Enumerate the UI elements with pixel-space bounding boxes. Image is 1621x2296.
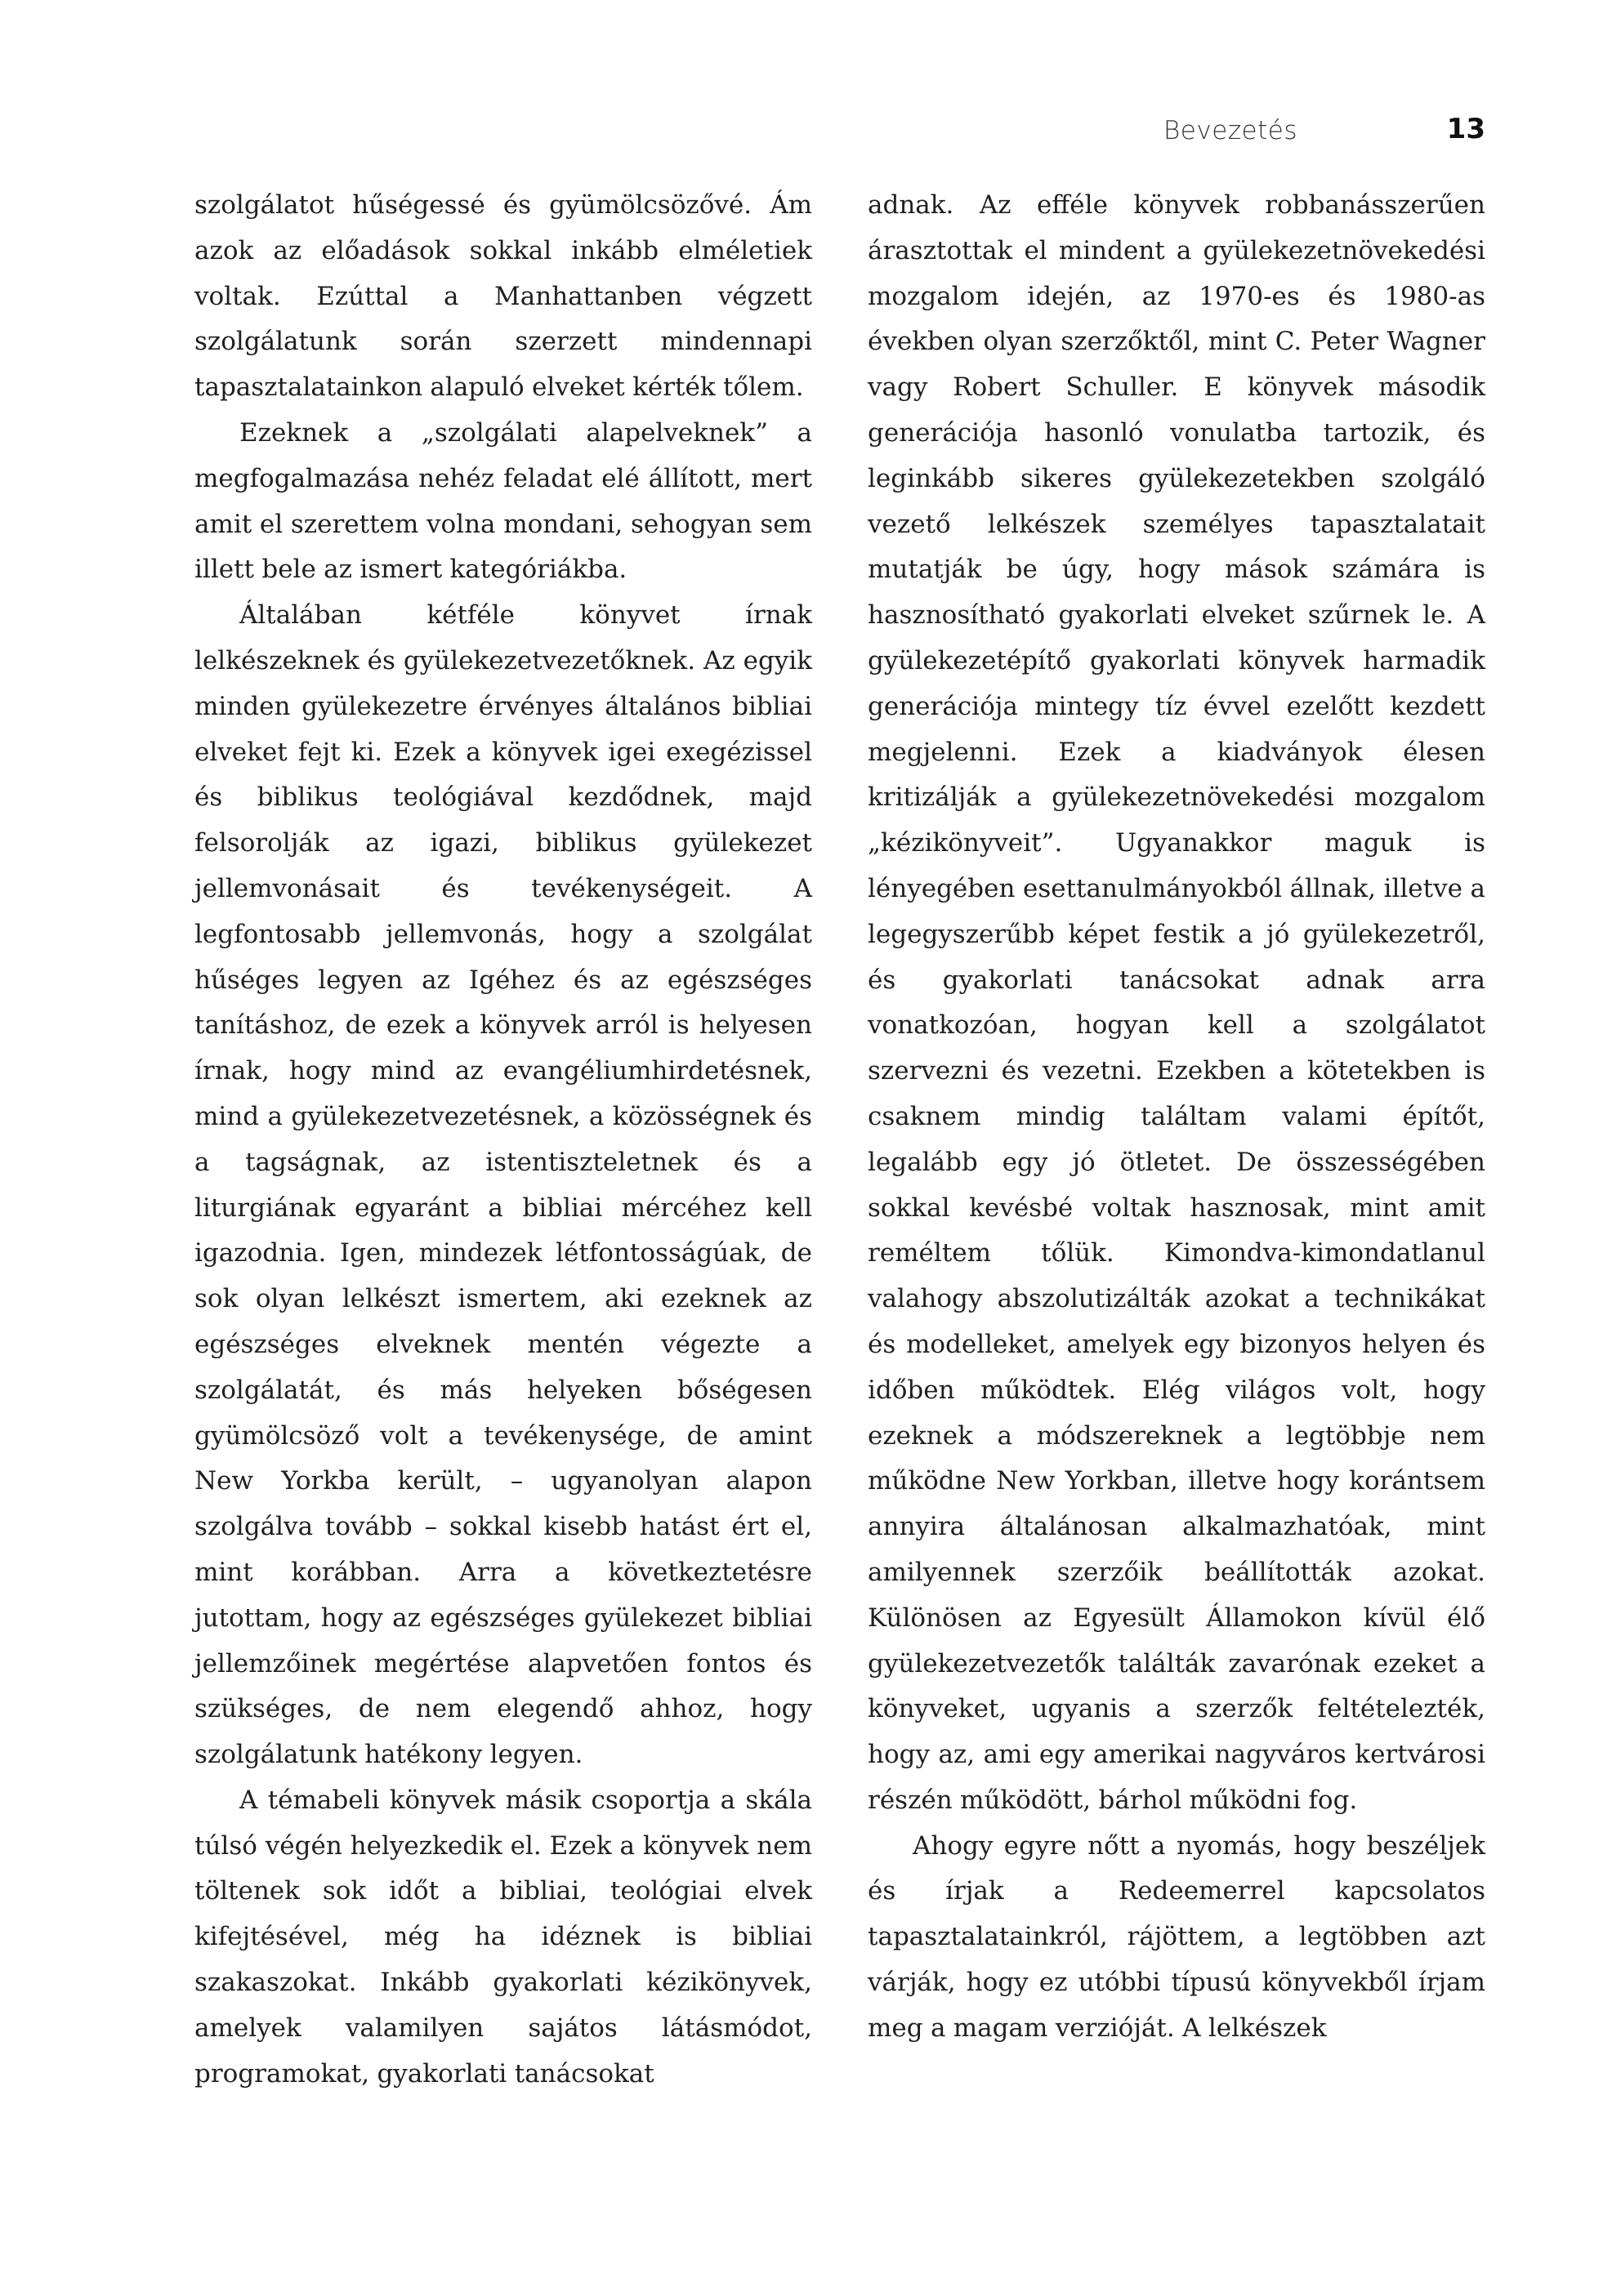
page-number: 13 — [1446, 113, 1485, 145]
left-column — [194, 183, 812, 2097]
running-title: Bevezetés — [1163, 116, 1297, 145]
paragraph: Általában kétféle könyvet írnak lelkészeknek és gyülekezetvezetőknek. Az egyik minden gyülekezetre érvényes általános bibliai elveket fejt ki. Ezek a könyvek igei exegézissel és biblikus teológiával kezdődnek, majd felsorolják az igazi, biblikus gyülekezet jellemvonásait és tevékenységeit. A legfontosabb jellemvonás, hogy a szolgálat hűséges legyen az Igéhez és az egészséges tanításhoz, de ezek a könyvek arról is helyesen írnak, hogy mind az evangéliumhirdetésnek, mind a gyülekezetvezetésnek, a közösségnek és a tagságnak, az istentiszteletnek és a liturgiának egyaránt a bibliai mércéhez kell igazodnia. Igen, mindezek létfontosságúak, de sok olyan lelkészt ismertem, aki ezeknek az egészséges elveknek mentén végezte a szolgálatát, és más helyeken bőségesen gyümölcsöző volt a tevékenysége, de amint New Yorkba került, – ugyanolyan alapon szolgálva tovább – sokkal kisebb hatást ért el, mint korábban. Arra a következtetésre jutottam, hogy az egészséges gyülekezet bibliai jellemzőinek megértése alapvetően fontos és szükséges, de nem elegendő ahhoz, hogy szolgálatunk hatékony legyen. — [194, 600, 812, 1770]
paragraph: adnak. Az efféle könyvek robbanásszerűen árasztottak el mindent a gyülekezetnövekedési mozgalom idején, az 1970-es és 1980-as években olyan szerzőktől, mint C. Peter Wagner vagy Robert Schuller. E könyvek második generációja hasonló vonulatba tartozik, és leginkább sikeres gyülekezetekben szolgáló vezető lelkészek személyes tapasztalatait mutatják be úgy, hogy mások számára is hasznosítható gyakorlati elveket szűrnek le. A gyülekezetépítő gyakorlati könyvek harmadik generációja mintegy tíz évvel ezelőtt kezdett megjelenni. Ezek a kiadványok élesen kritizálják a gyülekezetnövekedési mozgalom „kézikönyveit”. Ugyanakkor maguk is lényegében esettanulmányokból állnak, illetve a legegyszerűbb képet festik a jó gyülekezetről, és gyakorlati tanácsokat adnak arra vonatkozóan, hogyan kell a szolgálatot szervezni és vezetni. Ezekben a kötetekben is csaknem mindig találtam valami építőt, legalább egy jó ötletet. De összességében sokkal kevésbé voltak hasznosak, mint amit reméltem tőlük. Kimondva-kimondatlanul valahogy abszolutizálták azokat a technikákat és modelleket, amelyek egy bizonyos helyen és időben működtek. Elég világos volt, hogy ezeknek a módszereknek a legtöbbje nem működne New Yorkban, illetve hogy korántsem annyira általánosan alkalmazhatóak, mint amilyennek szerzőik beállították azokat. Különösen az Egyesült Államokon kívül élő gyülekezetvezetők találták zavarónak ezeket a könyveket, ugyanis a szerzők feltételezték, hogy az, ami egy amerikai nagyváros kertvárosi részén működött, bárhol működni fog. — [868, 190, 1485, 1815]
paragraph: Ahogy egyre nőtt a nyomás, hogy beszéljek és írjak a Redeemerrel kapcsolatos tapasztalatainkról, rájöttem, a legtöbben azt várják, hogy ez utóbbi típusú könyvekből írjam meg a magam verzióját. A lelkészek — [868, 1830, 1485, 2043]
paragraph: A témabeli könyvek másik csoportja a skála túlsó végén helyezkedik el. Ezek a könyvek nem töltenek sok időt a bibliai, teológiai elvek kifejtésével, még ha idéznek is bibliai szakaszokat. Inkább gyakorlati kézikönyvek, amelyek valamilyen sajátos látásmódot, programokat, gyakorlati tanácsokat — [194, 1785, 812, 2089]
paragraph: Ezeknek a „szolgálati alapelveknek” a megfogalmazása nehéz feladat elé állított, mert amit el szerettem volna mondani, sehogyan sem illett bele az ismert kategóriákba. — [194, 417, 812, 585]
right-column — [868, 183, 1485, 2052]
running-head — [882, 113, 1485, 154]
paragraph: szolgálatot hűségessé és gyümölcsözővé. Ám azok az előadások sokkal inkább elméletiek voltak. Ezúttal a Manhattanben végzett szolgálatunk során szerzett mindennapi tapasztalatainkon alapuló elveket kérték tőlem. — [194, 190, 812, 403]
